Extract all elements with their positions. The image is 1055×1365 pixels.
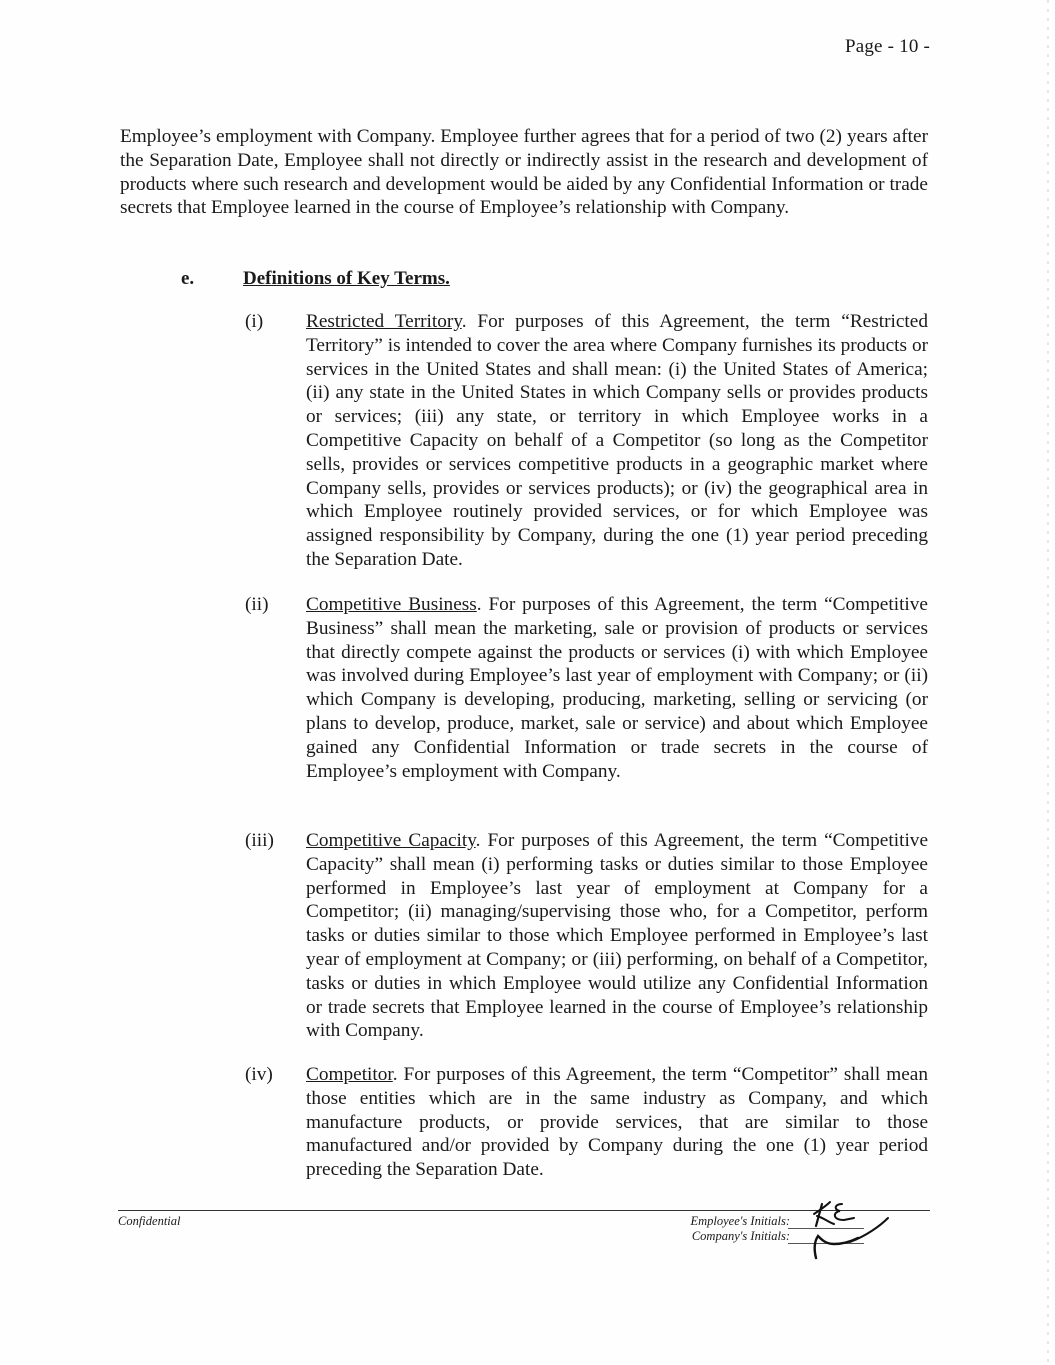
definition-body — [306, 1063, 928, 1182]
confidential-label: Confidential — [118, 1214, 181, 1228]
definition-number: (iii) — [245, 830, 274, 851]
section-letter: e. — [181, 268, 195, 289]
definition-term: Competitive Capacity — [306, 830, 476, 851]
definition-term: Restricted Territory — [306, 311, 462, 332]
definition-number: (i) — [245, 311, 264, 332]
definition-number: (iv) — [245, 1064, 273, 1085]
definition-body — [306, 310, 928, 572]
scan-edge-artifact — [1047, 0, 1049, 1365]
definition-text: . For purposes of this Agreement, the term “Competitor” shall mean those entities which are in the same industry as Company, and which manufacture products, or provide services, that are similar to those manufactured and/or provided by Company during the one (1) year period preceding the Separation Date. — [306, 1064, 928, 1181]
definition-term: Competitive Business — [306, 594, 477, 615]
section-title: Definitions of Key Terms. — [243, 268, 450, 289]
definition-text: . For purposes of this Agreement, the term “Restricted Territory” is intended to cover the area where Company furnishes its products or services in the United States and shall mean: (i) the United States of America; (ii) any state in the United States in which Company sells or provides products or services; (iii) any state, or territory in which Employee works in a Competitive Capacity on behalf of a Competitor (so long as the Competitor sells, provides or services competitive products in a geographic market where Company sells, provides or services products); or (iv) the geographical area in which Employee routinely provided services, or for which Employee was assigned responsibility by Company, during the one (1) year period preceding the Separation Date. — [306, 311, 928, 570]
company-initials-label: Company's Initials: — [691, 1229, 790, 1243]
definition-body — [306, 593, 928, 783]
definition-text: . For purposes of this Agreement, the term “Competitive Business” shall mean the marketing, sale or provision of products or services that directly compete against the products or services (i) with which Employee was involved during Employee’s last year of employment with Company; or (ii) which Company is developing, producing, marketing, selling or servicing (or plans to develop, produce, market, sale or service) and about which Employee gained any Confidential Information or trade secrets in the course of Employee’s employment with Company. — [306, 594, 928, 782]
intro-paragraph: Employee’s employment with Company. Employee further agrees that for a period of two (2) years after the Separation Date, Employee shall not directly or indirectly assist in the research and development of products where such research and development would be aided by any Confidential Information or trade secrets that Employee learned in the course of Employee’s relationship with Company. — [120, 126, 928, 219]
page-number: Page - 10 - — [844, 36, 930, 57]
definition-term: Competitor — [306, 1064, 393, 1085]
definition-number: (ii) — [245, 594, 269, 615]
employee-initials-label: Employee's Initials: — [690, 1214, 790, 1228]
definition-text: . For purposes of this Agreement, the term “Competitive Capacity” shall mean (i) performing tasks or duties similar to those Employee performed in Employee’s last year of employment at Company for a Competitor; (ii) managing/supervising those who, for a Competitor, perform tasks or duties similar to those which Employee performed in Employee’s last year of employment at Company; or (iii) performing, on behalf of a Competitor, tasks or duties in which Employee would utilize any Confidential Information or trade secrets that Employee learned in the course of Employee’s relationship with Company. — [306, 830, 928, 1042]
handwritten-initials-icon — [800, 1196, 900, 1262]
initials-block — [690, 1214, 790, 1244]
definition-body — [306, 829, 928, 1043]
